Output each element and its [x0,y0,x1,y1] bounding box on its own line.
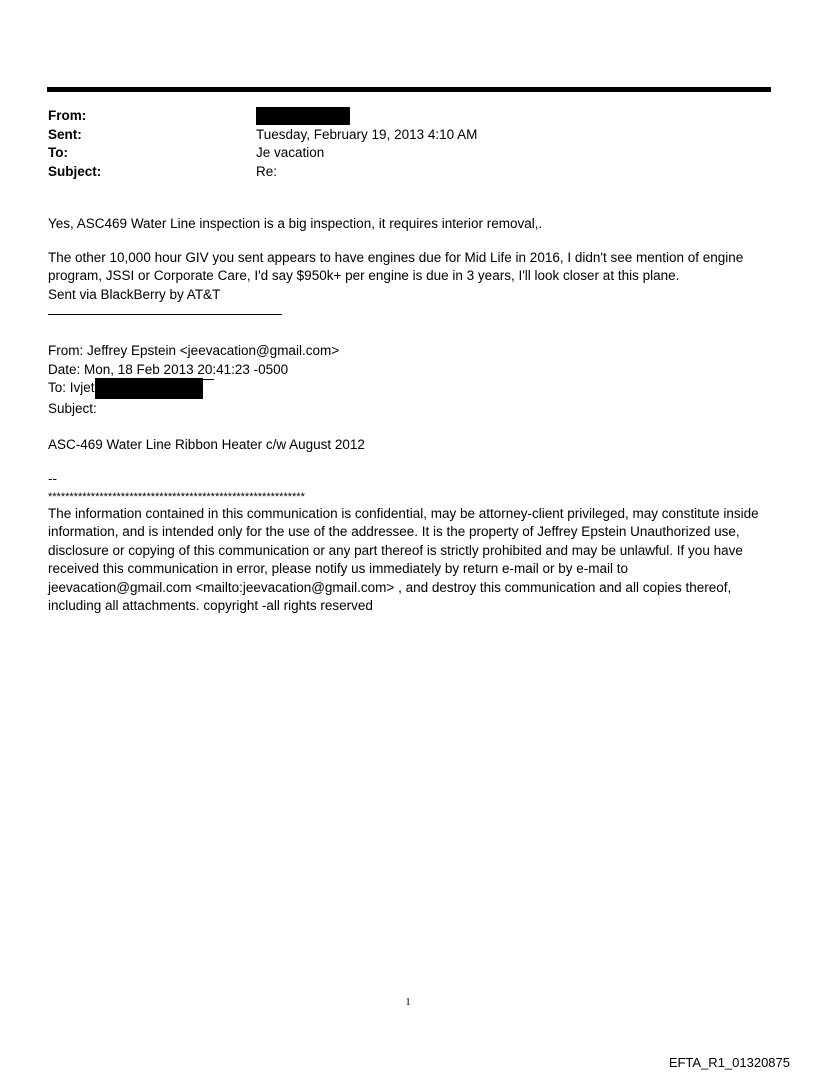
quote-separator [48,314,282,315]
paragraph-gap [48,234,768,249]
quoted-date-text: Date: Mon, 18 Feb 2013 20:41:23 -0500 [48,361,289,377]
body-paragraph: The other 10,000 hour GIV you sent appears to have engines due for Mid Life in 2016, I didn't see mention of engine program, JSSI or Corporate Care, I'd say $950k+ per engine is due in 3 years, I'll look closer at this plane. [48,249,744,283]
to-value: Je vacation [256,145,325,160]
body-paragraph: Yes, ASC469 Water Line inspection is a big inspection, it requires interior removal,. [48,216,543,231]
subject-label: Subject: [48,163,102,179]
quoted-message [48,342,768,616]
page-number: 1 [405,996,411,1008]
asterisk-divider: ************************************************************ [48,490,305,503]
disclaimer-text: The information contained in this communication is confidential, may be attorney-client privileged, may constitute inside information, and is intended only for the use of the addressee. It is the property of Jeffrey Epstein Unauthorized use, disclosure or copying of this communication or any part thereof is strictly prohibited and may be unlawful. If you have received this communication in error, please notify us immediately by return e-mail or by e-mail to jeevacation@gmail.com <mailto:jeevacation@gmail.com> , and destroy this communication and all copies thereof, including all attachments. copyright -all rights reserved [48,505,759,613]
from-label: From: [48,108,87,123]
sent-label: Sent: [48,126,82,142]
redaction-box [95,378,203,399]
quoted-to-text: To: Ivjet [48,380,95,395]
quoted-to [48,379,768,400]
document-id: EFTA_R1_01320875 [668,1055,790,1070]
email-header [48,107,748,181]
email-body [48,215,768,315]
to-label: To: [48,145,68,160]
to-row [48,144,748,163]
from-value [256,107,350,126]
sent-value: Tuesday, February 19, 2013 4:10 AM [256,126,478,142]
signature-line: Sent via BlackBerry by AT&T [48,286,221,302]
subject-row [48,163,748,182]
from-row [48,107,748,126]
quoted-from: From: Jeffrey Epstein <jeevacation@gmail.com> [48,343,340,358]
quoted-date [48,361,768,380]
sent-row [48,126,748,145]
quoted-subject: Subject: [48,401,97,416]
quoted-body-text: ASC-469 Water Line Ribbon Heater c/w August 2012 [48,436,365,452]
redaction-box [256,107,350,125]
subject-value: Re: [256,163,278,179]
signature-dashes: -- [48,471,57,486]
header-rule [47,87,771,92]
